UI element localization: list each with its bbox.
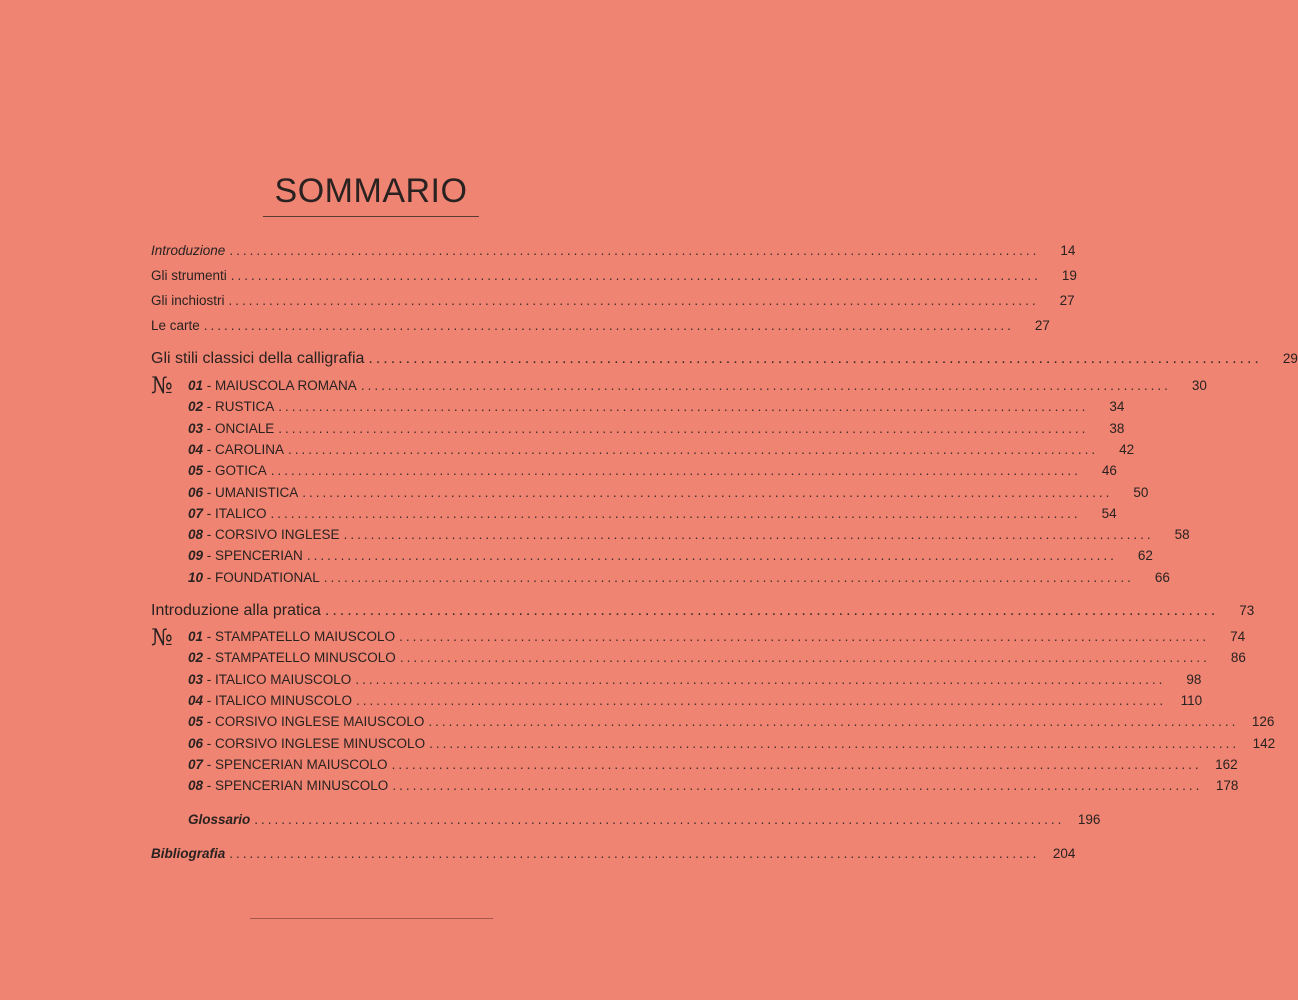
dot-leader: ........................................................................................................................: [306, 548, 1117, 564]
toc-entry-number: 01: [188, 378, 204, 393]
toc-entry[interactable]: [188, 441, 1135, 459]
toc-entry-number: 03: [188, 671, 204, 687]
toc-entry-label: [188, 649, 396, 667]
dot-leader: ........................................................................................................................: [203, 318, 1014, 333]
toc-entry-page: 27: [1059, 293, 1075, 308]
toc-entry-text: - FOUNDATIONAL: [203, 569, 320, 585]
toc-entry[interactable]: [188, 569, 1170, 587]
dot-leader: ........................................................................................................................: [324, 602, 1219, 619]
toc-entry-label: [188, 735, 425, 753]
toc-entry-label: Gli inchiostri: [151, 293, 225, 308]
section-title: Gli stili classici della calligrafia: [151, 350, 365, 367]
toc-entry-text: - ITALICO: [203, 505, 267, 521]
toc-entry[interactable]: [188, 420, 1125, 438]
toc-entry-text: - STAMPATELLO MINUSCOLO: [203, 650, 396, 666]
toc-entry-number: 01: [188, 629, 204, 644]
toc-entry-glossario[interactable]: [188, 811, 1101, 829]
dot-leader: ........................................................................................................................: [230, 268, 1041, 283]
dot-leader: ........................................................................................................................: [278, 399, 1089, 415]
toc-entry-text: - CORSIVO INGLESE: [203, 527, 340, 543]
toc-entry[interactable]: [188, 649, 1246, 667]
toc-section-introduzione-pratica[interactable]: [151, 602, 1255, 620]
toc-entry-page: 50: [1133, 484, 1149, 500]
toc-entry-page: 178: [1215, 778, 1239, 794]
toc-entry[interactable]: [188, 398, 1125, 416]
toc-entry-page: 98: [1186, 671, 1202, 687]
dot-leader: ........................................................................................................................: [323, 569, 1134, 585]
toc-entry-number: 05: [188, 714, 204, 730]
toc-entry-text: - UMANISTICA: [203, 484, 299, 500]
toc-entry[interactable]: [188, 756, 1238, 774]
dot-leader: ........................................................................................................................: [270, 505, 1081, 521]
toc-entry[interactable]: [188, 505, 1117, 523]
dot-leader: ........................................................................................................................: [355, 671, 1166, 687]
toc-entry-label: [188, 547, 303, 565]
toc-entry-page: 196: [1077, 812, 1101, 827]
toc-entry-label: [188, 777, 388, 795]
toc-entry-page: 66: [1154, 569, 1170, 585]
toc-entry[interactable]: [188, 526, 1190, 544]
toc-entry-text: - SPENCERIAN MAIUSCOLO: [203, 756, 388, 772]
bottom-divider: [250, 918, 493, 919]
toc-entry-bibliografia[interactable]: [151, 845, 1076, 863]
toc-entry-text: - GOTICA: [203, 463, 267, 479]
dot-leader: ........................................................................................................................: [428, 714, 1239, 730]
toc-entry-label: [188, 377, 357, 395]
toc-entry-label: [188, 628, 395, 646]
toc-entry-number: 03: [188, 420, 204, 436]
toc-entry-text: - SPENCERIAN: [203, 548, 303, 564]
toc-entry-label: Le carte: [151, 318, 200, 333]
toc-entry-page: 42: [1119, 441, 1135, 457]
toc-entry-label: [188, 671, 351, 689]
toc-entry-number: 04: [188, 441, 204, 457]
toc-entry-text: - ONCIALE: [203, 420, 275, 436]
toc-entry-page: 126: [1251, 714, 1275, 730]
toc-entry-text: - CAROLINA: [203, 441, 285, 457]
toc-entry-label: [188, 462, 267, 480]
numero-symbol-icon: №: [151, 625, 173, 651]
section-title: Introduzione alla pratica: [151, 602, 321, 619]
dot-leader: ........................................................................................................................: [399, 650, 1210, 666]
dot-leader: ........................................................................................................................: [343, 527, 1154, 543]
toc-entry-page: 110: [1180, 692, 1203, 708]
dot-leader: ........................................................................................................................: [228, 293, 1039, 308]
toc-entry-number: 02: [188, 399, 204, 415]
dot-leader: ........................................................................................................................: [360, 378, 1171, 393]
dot-leader: ........................................................................................................................: [391, 756, 1202, 772]
toc-entry-label: [188, 756, 388, 774]
toc-entry-number: 09: [188, 548, 204, 564]
toc-entry-label: Bibliografia: [151, 846, 226, 861]
toc-entry-number: 07: [188, 756, 204, 772]
toc-entry-label: [188, 441, 284, 459]
toc-entry-page: 204: [1052, 846, 1076, 861]
dot-leader: ........................................................................................................................: [368, 350, 1262, 367]
toc-entry-page: 19: [1061, 268, 1077, 283]
toc-entry-label: [188, 713, 424, 731]
dot-leader: ........................................................................................................................: [429, 735, 1240, 751]
toc-entry-number: 10: [188, 569, 204, 585]
toc-entry-text: - ITALICO MINUSCOLO: [203, 692, 353, 708]
toc-entry-number: 06: [188, 484, 204, 500]
toc-entry[interactable]: [188, 777, 1239, 795]
section-page: 29: [1282, 351, 1298, 366]
toc-entry-page: 86: [1230, 650, 1246, 666]
toc-entry[interactable]: [188, 628, 1246, 646]
toc-entry-text: - STAMPATELLO MAIUSCOLO: [203, 629, 396, 644]
toc-entry-page: 27: [1034, 318, 1050, 333]
toc-entry-page: 30: [1191, 378, 1207, 393]
toc-entry-text: - CORSIVO INGLESE MINUSCOLO: [203, 735, 426, 751]
toc-entry-page: 58: [1174, 527, 1190, 543]
toc-entry-label: Glossario: [188, 812, 251, 827]
toc-entry-label: [188, 420, 274, 438]
toc-entry[interactable]: [188, 547, 1153, 565]
dot-leader: ........................................................................................................................: [288, 441, 1099, 457]
toc-entry-number: 07: [188, 505, 204, 521]
toc-entry-page: 162: [1215, 756, 1238, 772]
toc-entry-page: 34: [1109, 399, 1125, 415]
toc-entry-number: 04: [188, 692, 204, 708]
toc-entry-text: - MAIUSCOLA ROMANA: [203, 378, 357, 393]
dot-leader: ........................................................................................................................: [392, 778, 1203, 794]
toc-entry-label: Gli strumenti: [151, 268, 227, 283]
toc-entry-page: 46: [1101, 463, 1117, 479]
dot-leader: ........................................................................................................................: [302, 484, 1113, 500]
toc-entry-introduzione[interactable]: [151, 242, 1076, 260]
toc-entry[interactable]: [188, 735, 1276, 753]
dot-leader: ........................................................................................................................: [399, 629, 1210, 644]
dot-leader: ........................................................................................................................: [356, 692, 1167, 708]
toc-entry[interactable]: [188, 462, 1117, 480]
toc-entry-label: [188, 692, 352, 710]
toc-entry[interactable]: [188, 484, 1149, 502]
toc-entry-label: [188, 484, 298, 502]
toc-entry-page: 54: [1101, 505, 1117, 521]
toc-entry-page: 74: [1230, 629, 1246, 644]
toc-entry[interactable]: [188, 713, 1275, 731]
toc-entry-label: [188, 526, 340, 544]
toc-entry-number: 02: [188, 650, 204, 666]
toc-entry[interactable]: [188, 377, 1207, 395]
toc-entry[interactable]: [188, 671, 1202, 689]
dot-leader: ........................................................................................................................: [229, 846, 1040, 861]
toc-entry-number: 05: [188, 463, 204, 479]
toc-entry-le-carte[interactable]: [151, 317, 1050, 335]
toc-entry-gli-strumenti[interactable]: [151, 267, 1077, 285]
dot-leader: ........................................................................................................................: [278, 420, 1089, 436]
toc-entry-text: - CORSIVO INGLESE MAIUSCOLO: [203, 714, 425, 730]
dot-leader: ........................................................................................................................: [270, 463, 1081, 479]
toc-entry-label: [188, 505, 267, 523]
dot-leader: ........................................................................................................................: [229, 243, 1040, 258]
toc-entry-text: - RUSTICA: [203, 399, 275, 415]
page-title: SOMMARIO: [274, 172, 468, 210]
toc-entry-label: Introduzione: [151, 243, 226, 258]
toc-entry-number: 06: [188, 735, 204, 751]
toc-entry[interactable]: [188, 692, 1203, 710]
section-page: 73: [1239, 603, 1255, 618]
dot-leader: ........................................................................................................................: [254, 812, 1065, 827]
toc-entry-label: [188, 569, 320, 587]
toc-section-stili-classici[interactable]: [151, 350, 1298, 368]
toc-entry-page: 38: [1109, 420, 1125, 436]
numero-symbol-icon: №: [151, 373, 173, 399]
toc-entry-text: - ITALICO MAIUSCOLO: [203, 671, 352, 687]
toc-entry-label: [188, 398, 274, 416]
toc-entry-number: 08: [188, 527, 204, 543]
toc-entry-number: 08: [188, 778, 204, 794]
toc-entry-page: 62: [1137, 548, 1153, 564]
toc-entry-page: 14: [1060, 243, 1076, 258]
toc-entry-page: 142: [1252, 735, 1276, 751]
toc-entry-text: - SPENCERIAN MINUSCOLO: [203, 778, 389, 794]
toc-entry-gli-inchiostri[interactable]: [151, 292, 1075, 310]
